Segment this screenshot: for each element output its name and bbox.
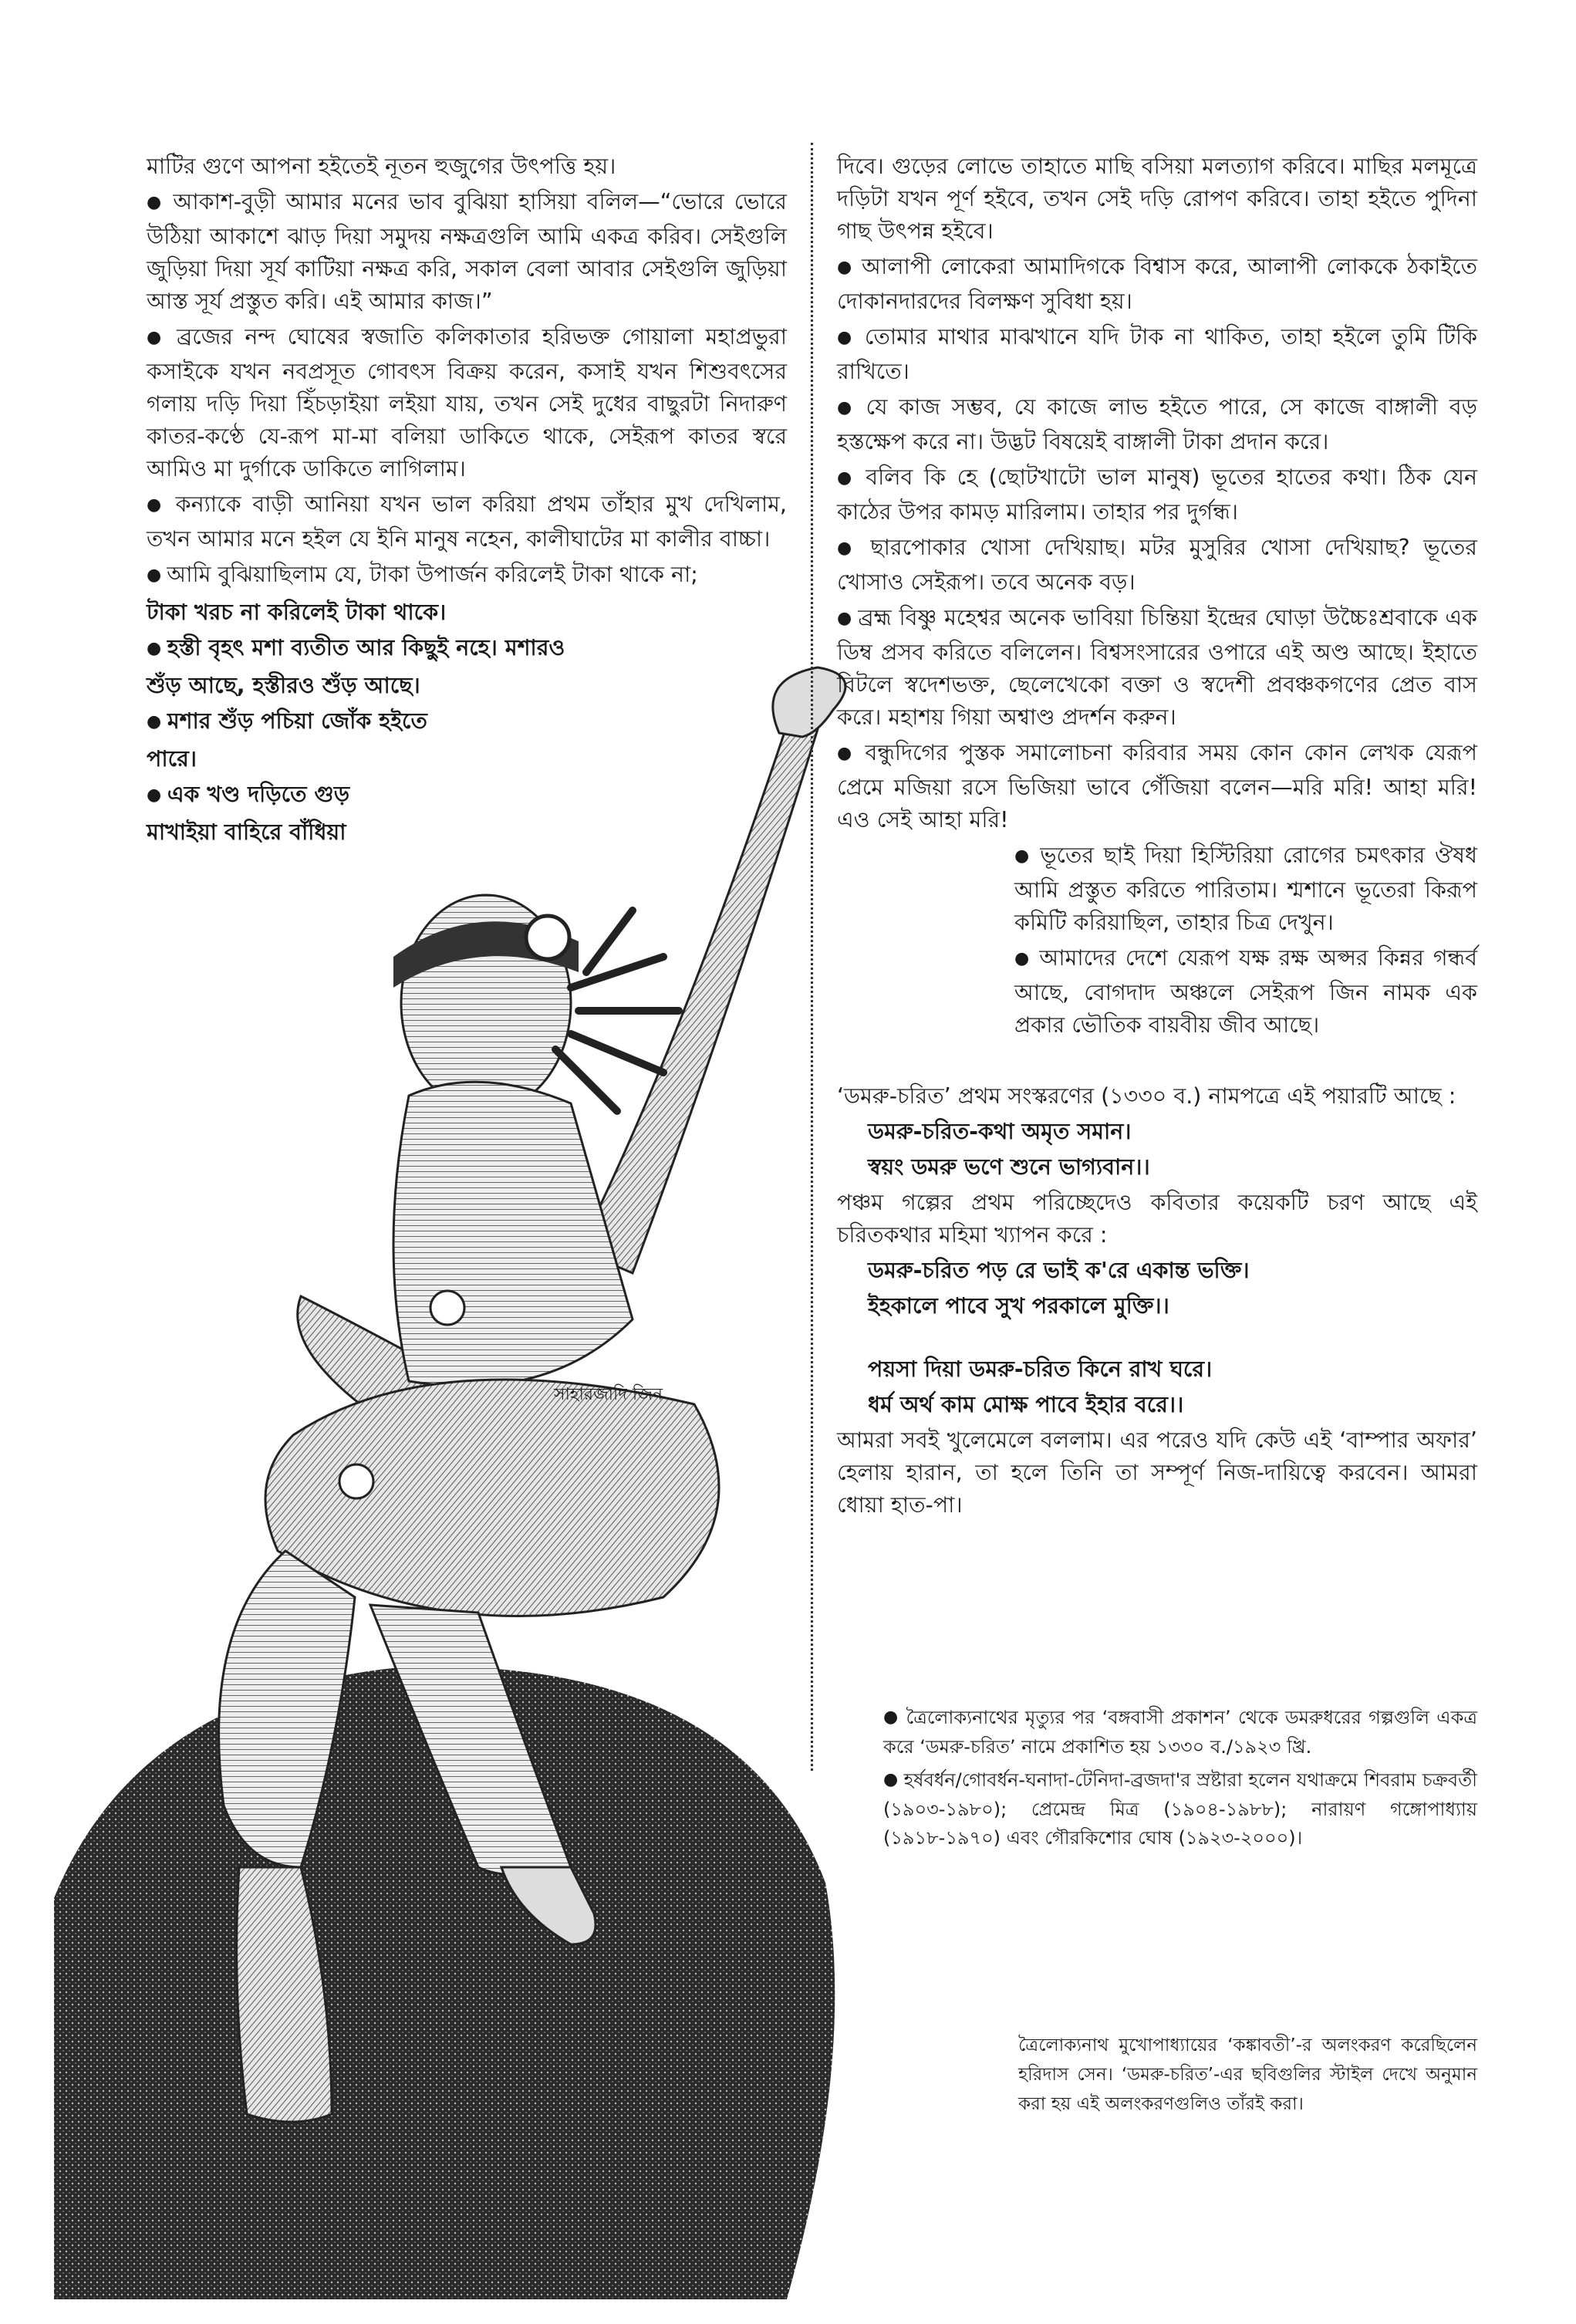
verse-line: ধর্ম অর্থ কাম মোক্ষ পাবে ইহার বরে।। bbox=[868, 1392, 1184, 1417]
right-text-column bbox=[837, 150, 1477, 1525]
bullet-paragraph: ● ছারপোকার খোসা দেখিয়াছ। মটর মুসুরির খোসা দেখিয়াছ? ভূতের খোসাও সেইরূপ। তবে অনেক বড়। bbox=[837, 532, 1477, 599]
paragraph: দিবে। গুড়ের লোভে তাহাতে মাছি বসিয়া মলত্যাগ করিবে। মাছির মলমূত্রে দড়িটা যখন পূর্ণ হইবে, তখন সেই দড়ি রোপণ করিবে। তাহা হইতে পুদিনা গাছ উৎপন্ন হইবে। bbox=[837, 154, 1477, 244]
bullet-paragraph: ● যে কাজ সম্ভব, যে কাজে লাভ হইতে পারে, সে কাজে বাঙ্গালী বড় হস্তক্ষেপ করে না। উদ্ভট বিষয়েই বাঙ্গালী টাকা প্রদান করে। bbox=[837, 391, 1477, 458]
bold-line: টাকা খরচ না করিলেই টাকা থাকে। bbox=[147, 600, 447, 625]
bullet-paragraph: ● ব্রজের নন্দ ঘোষের স্বজাতি কলিকাতার হরিভক্ত গোয়ালা মহাপ্রভুরা কসাইকে যখন নবপ্রসূত গোবৎস বিক্রয় করেন, কসাই যখন শিশুবৎসের গলায় দড়ি দিয়া হিঁচড়াইয়া লইয়া যায়, তখন সেই দুধের বাছুরটা নিদারুণ কাতর-কণ্ঠে যে-রূপ মা-মা বলিয়া ডাকিতে থাকে, সেইরূপ কাতর স্বরে আমিও মা দুর্গাকে ডাকিতে লাগিলাম। bbox=[147, 321, 787, 485]
paragraph: মাটির গুণে আপনা হইতেই নূতন হুজুগের উৎপত্তি হয়। bbox=[147, 154, 616, 179]
verse-line: পয়সা দিয়া ডমরু-চরিত কিনে রাখ ঘরে। bbox=[868, 1356, 1213, 1382]
bullet-paragraph: ● হস্তী বৃহৎ মশা ব্যতীত আর কিছুই নহে। মশারও bbox=[147, 632, 579, 667]
bullet-paragraph: ● বলিব কি হে (ছোটখাটো ভাল মানুষ) ভূতের হাতের কথা। ঠিক যেন কাঠের উপর কামড় মারিলাম। তাহার পর দুর্গন্ধ। bbox=[837, 461, 1477, 529]
illustration-credit-caption: ত্রৈলোক্যনাথ মুখোপাধ্যায়ের ‘কঙ্কাবতী’-র অলংকরণ করেছিলেন হরিদাস সেন। ‘ডমরু-চরিত’-এর ছবিগুলির স্টাইল দেখে অনুমান করা হয় এই অলংকরণগুলিও তাঁরই করা। bbox=[1018, 2035, 1477, 2114]
bold-line: পারে। bbox=[147, 746, 197, 772]
dancing-jinn-illustration bbox=[46, 664, 895, 2299]
verse-line: ডমরু-চরিত পড় রে ভাই ক'রে একান্ত ভক্তি। bbox=[868, 1258, 1250, 1283]
bullet-paragraph: ● মশার শুঁড় পচিয়া জোঁক হইতে bbox=[147, 705, 471, 740]
left-text-column bbox=[147, 150, 787, 852]
figure-caption: সাহারজাদি জিন bbox=[554, 1385, 663, 1404]
bullet-paragraph: ● তোমার মাথার মাঝখানে যদি টাক না থাকিত, তাহা হইলে তুমি টিকি রাখিতে। bbox=[837, 321, 1477, 388]
footnotes bbox=[883, 1704, 1477, 1857]
bullet-paragraph: ● আমি বুঝিয়াছিলাম যে, টাকা উপার্জন করিলেই টাকা থাকে না; bbox=[147, 559, 787, 593]
column-divider bbox=[811, 143, 813, 1771]
footnote: ● ত্রৈলোক্যনাথের মৃত্যুর পর ‘বঙ্গবাসী প্রকাশন’ থেকে ডমরুধরের গল্পগুলি একত্র করে ‘ডমরু-চরিত’ নামে প্রকাশিত হয় ১৩৩০ ব./১৯২৩ খ্রি. bbox=[883, 1704, 1477, 1762]
verse-line: স্বয়ং ডমরু ভণে শুনে ভাগ্যবান।। bbox=[868, 1154, 1150, 1180]
bullet-paragraph: ● আলাপী লোকেরা আমাদিগকে বিশ্বাস করে, আলাপী লোককে ঠকাইতে দোকানদারদের বিলক্ষণ সুবিধা হয়। bbox=[837, 251, 1477, 318]
verse-line: ইহকালে পাবে সুখ পরকালে মুক্তি।। bbox=[868, 1293, 1169, 1319]
bullet-paragraph: ● ব্রহ্ম বিষ্ণু মহেশ্বর অনেক ভাবিয়া চিন্তিয়া ইন্দ্রের ঘোড়া উচ্চৈঃশ্রবাকে এক ডিম্ব প্রসব করিতে বলিলেন। বিশ্বসংসারের ওপারে এই অণ্ড আছে। ইহাতে বিটলে স্বদেশভক্ত, ছেলেখেকো বক্তা ও স্বদেশী প্রবঞ্চকগণের প্রেত বাস করে। মহাশয় গিয়া অশ্বাণ্ড প্রদর্শন করুন। bbox=[837, 602, 1477, 734]
bold-line: মাখাইয়া বাহিরে বাঁধিয়া bbox=[147, 819, 346, 845]
verse-line: ডমরু-চরিত-কথা অমৃত সমান। bbox=[868, 1119, 1132, 1144]
paragraph: আমরা সবই খুলেমেলে বললাম। এর পরেও যদি কেউ এই ‘বাম্পার অফার’ হেলায় হারান, তা হলে তিনি তা সম্পূর্ণ নিজ-দায়িত্বে করবেন। আমরা ধোয়া হাত-পা। bbox=[837, 1427, 1477, 1518]
bold-line: শুঁড় আছে, হস্তীরও শুঁড় আছে। bbox=[147, 673, 420, 698]
bullet-paragraph: ● কন্যাকে বাড়ী আনিয়া যখন ভাল করিয়া প্রথম তাঁহার মুখ দেখিলাম, তখন আমার মনে হইল যে ইনি মানুষ নহেন, কালীঘাটের মা কালীর বাচ্চা। bbox=[147, 488, 787, 556]
footnote: ● হর্ষবর্ধন/গোবর্ধন-ঘনাদা-টেনিদা-ব্রজদা'র স্রষ্টারা হলেন যথাক্রমে শিবরাম চক্রবর্তী (১৯০৩-১৯৮০); প্রেমেন্দ্র মিত্র (১৯০৪-১৯৮৮); নারায়ণ গঙ্গোপাধ্যায় (১৯১৮-১৯৭০) এবং গৌরকিশোর ঘোষ (১৯২৩-২০০০)। bbox=[883, 1766, 1477, 1853]
bullet-paragraph: ● বন্ধুদিগের পুস্তক সমালোচনা করিবার সময় কোন কোন লেখক যেরূপ প্রেমে মজিয়া রসে ভিজিয়া ভাবে গেঁজিয়া বলেন—মরি মরি! আহা মরি! এও সেই আহা মরি! bbox=[837, 737, 1477, 836]
paragraph: ‘ডমরু-চরিত’ প্রথম সংস্করণের (১৩৩০ ব.) নামপত্রে এই পয়ারটি আছে : bbox=[837, 1083, 1456, 1109]
paragraph: পঞ্চম গল্পের প্রথম পরিচ্ছেদেও কবিতার কয়েকটি চরণ আছে এই চরিতকথার মহিমা খ্যাপন করে : bbox=[837, 1190, 1477, 1248]
bullet-paragraph: ● এক খণ্ড দড়িতে গুড় bbox=[147, 779, 440, 813]
bullet-paragraph: ● আকাশ-বুড়ী আমার মনের ভাব বুঝিয়া হাসিয়া বলিল—“ভোরে ভোরে উঠিয়া আকাশে ঝাড় দিয়া সমুদয় নক্ষত্রগুলি আমি একত্র করিব। সেইগুলি জুড়িয়া দিয়া সূর্য কাটিয়া নক্ষত্র করি, সকাল বেলা আবার সেইগুলি জুড়িয়া আস্ত সূর্য প্রস্তুত করি। এই আমার কাজ।” bbox=[147, 186, 787, 318]
bullet-paragraph: ● আমাদের দেশে যেরূপ যক্ষ রক্ষ অপ্সর কিন্নর গন্ধর্ব আছে, বোগদাদ অঞ্চলে সেইরূপ জিন নামক এক প্রকার ভৌতিক বায়বীয় জীব আছে। bbox=[1014, 942, 1477, 1042]
bullet-paragraph: ● ভূতের ছাই দিয়া হিস্টিরিয়া রোগের চমৎকার ঔষধ আমি প্রস্তুত করিতে পারিতাম। শ্মশানে ভূতেরা কিরূপ কমিটি করিয়াছিল, তাহার চিত্র দেখুন। bbox=[1014, 839, 1477, 939]
